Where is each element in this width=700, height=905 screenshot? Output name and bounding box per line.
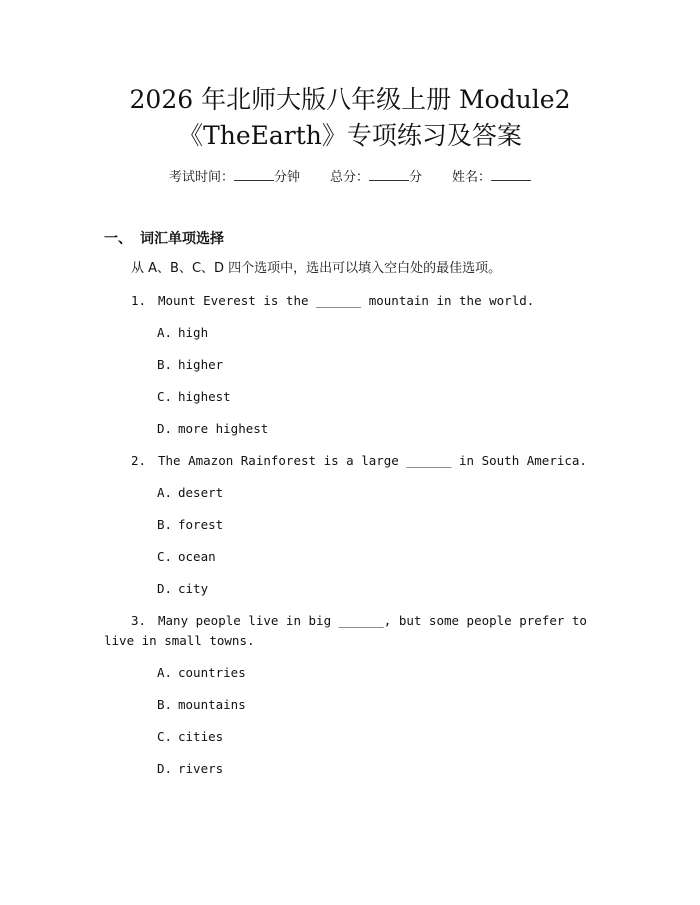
question-3 — [104, 611, 589, 651]
option-text: high — [178, 325, 209, 340]
option-text: highest — [178, 389, 231, 404]
option-letter: C. — [157, 729, 173, 744]
option-text: countries — [178, 665, 246, 680]
option-letter: D. — [157, 761, 173, 776]
option-letter: A. — [157, 665, 173, 680]
question-text: The Amazon Rainforest is a large ______ in South America. — [158, 453, 587, 468]
option-letter: C. — [157, 549, 173, 564]
option-3c — [157, 727, 223, 747]
section-instruction: 从 A、B、C、D 四个选项中，选出可以填入空白处的最佳选项。 — [131, 261, 502, 276]
option-letter: B. — [157, 357, 173, 372]
option-1c — [157, 387, 231, 407]
option-text: ocean — [178, 549, 216, 564]
document-title-line-1: 2026 年北师大版八年级上册 Module2 — [129, 85, 571, 114]
option-text: city — [178, 581, 209, 596]
question-2 — [131, 451, 591, 471]
option-text: forest — [178, 517, 224, 532]
option-1b — [157, 355, 223, 375]
option-letter: D. — [157, 421, 173, 436]
option-letter: B. — [157, 517, 173, 532]
option-2d — [157, 579, 208, 599]
question-number: 1. — [131, 293, 147, 308]
option-2a — [157, 483, 223, 503]
option-letter: D. — [157, 581, 173, 596]
section-number: 一、 — [104, 231, 132, 247]
name-label: 姓名： — [452, 170, 492, 185]
question-text: Mount Everest is the ______ mountain in the world. — [158, 293, 535, 308]
section-heading — [104, 229, 224, 249]
option-text: more highest — [178, 421, 269, 436]
time-label: 考试时间： — [168, 170, 234, 185]
option-text: cities — [178, 729, 224, 744]
score-label: 总分： — [329, 170, 369, 185]
time-unit: 分钟 — [273, 170, 300, 185]
option-letter: C. — [157, 389, 173, 404]
option-letter: A. — [157, 485, 173, 500]
option-3a — [157, 663, 246, 683]
section-title: 词汇单项选择 — [140, 231, 224, 247]
option-letter: B. — [157, 697, 173, 712]
option-text: higher — [178, 357, 224, 372]
option-2b — [157, 515, 223, 535]
option-3d — [157, 759, 223, 779]
time-blank — [234, 167, 274, 181]
option-2c — [157, 547, 216, 567]
option-text: mountains — [178, 697, 246, 712]
score-blank — [369, 167, 409, 181]
option-3b — [157, 695, 246, 715]
question-text: Many people live in big ______, but some people prefer to live in small towns. — [104, 613, 587, 648]
question-number: 2. — [131, 453, 147, 468]
option-text: rivers — [178, 761, 224, 776]
exam-info-line — [0, 167, 700, 188]
option-letter: A. — [157, 325, 173, 340]
question-number: 3. — [131, 613, 147, 628]
document-title-line-2: 《TheEarth》专项练习及答案 — [178, 121, 522, 150]
option-text: desert — [178, 485, 224, 500]
question-1 — [131, 291, 591, 311]
option-1d — [157, 419, 268, 439]
option-1a — [157, 323, 208, 343]
score-unit: 分 — [409, 170, 423, 185]
name-blank — [491, 167, 531, 181]
